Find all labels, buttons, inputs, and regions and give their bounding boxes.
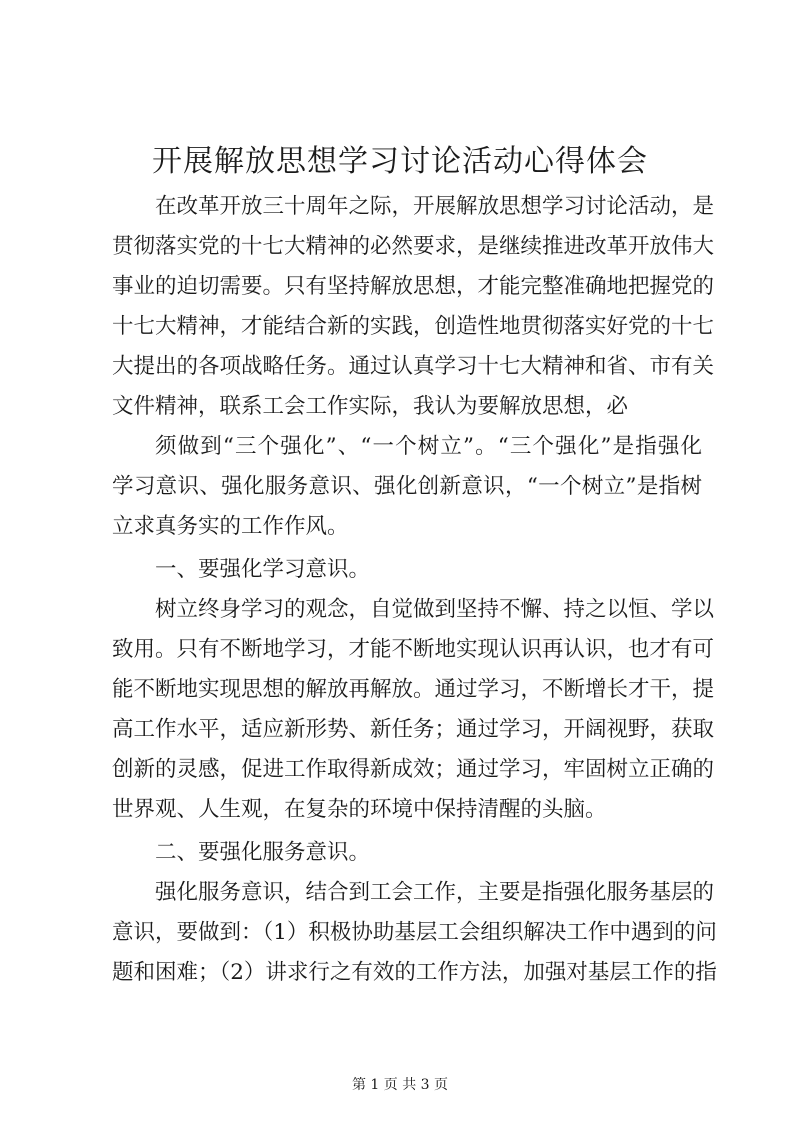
- text-line: 创新的灵感，促进工作取得新成效；通过学习，牢固树立正确的: [112, 757, 715, 782]
- text-line: 十七大精神，才能结合新的实践，创造性地贯彻落实好党的十七: [112, 314, 715, 339]
- text-line: 须做到“三个强化”、“一个树立”。“三个强化”是指强化: [155, 434, 702, 459]
- text-line: 树立终身学习的观念，自觉做到坚持不懈、持之以恒、学以: [155, 597, 715, 622]
- document-title: 开展解放思想学习讨论活动心得体会: [152, 144, 648, 179]
- text-line: 立求真务实的工作作风。: [112, 514, 349, 539]
- text-line: 学习意识、强化服务意识、强化创新意识，“一个树立”是指树: [112, 474, 702, 499]
- text-line: 强化服务意识，结合到工会工作，主要是指强化服务基层的: [155, 880, 715, 905]
- text-line: 意识，要做到：（1）积极协助基层工会组织解决工作中遇到的问: [112, 920, 717, 945]
- text-line: 贯彻落实党的十七大精神的必然要求，是继续推进改革开放伟大: [112, 234, 715, 259]
- section-heading: 二、要强化服务意识。: [155, 840, 371, 865]
- text-line: 世界观、人生观，在复杂的环境中保持清醒的头脑。: [112, 797, 607, 822]
- text-line: 在改革开放三十周年之际，开展解放思想学习讨论活动，是: [155, 194, 715, 219]
- text-line: 事业的迫切需要。只有坚持解放思想，才能完整准确地把握党的: [112, 274, 715, 299]
- text-line: 致用。只有不断地学习，才能不断地实现认识再认识，也才有可: [112, 637, 715, 662]
- section-heading: 一、要强化学习意识。: [155, 557, 371, 582]
- text-line: 题和困难；（2）讲求行之有效的工作方法，加强对基层工作的指: [112, 960, 717, 985]
- text-line: 高工作水平，适应新形势、新任务；通过学习，开阔视野，获取: [112, 717, 715, 742]
- text-line: 文件精神，联系工会工作实际，我认为要解放思想，必: [112, 394, 629, 419]
- text-line: 能不断地实现思想的解放再解放。通过学习，不断增长才干，提: [112, 677, 715, 702]
- text-line: 大提出的各项战略任务。通过认真学习十七大精神和省、市有关: [112, 354, 715, 379]
- page-number-footer: 第 1 页 共 3 页: [351, 1077, 449, 1093]
